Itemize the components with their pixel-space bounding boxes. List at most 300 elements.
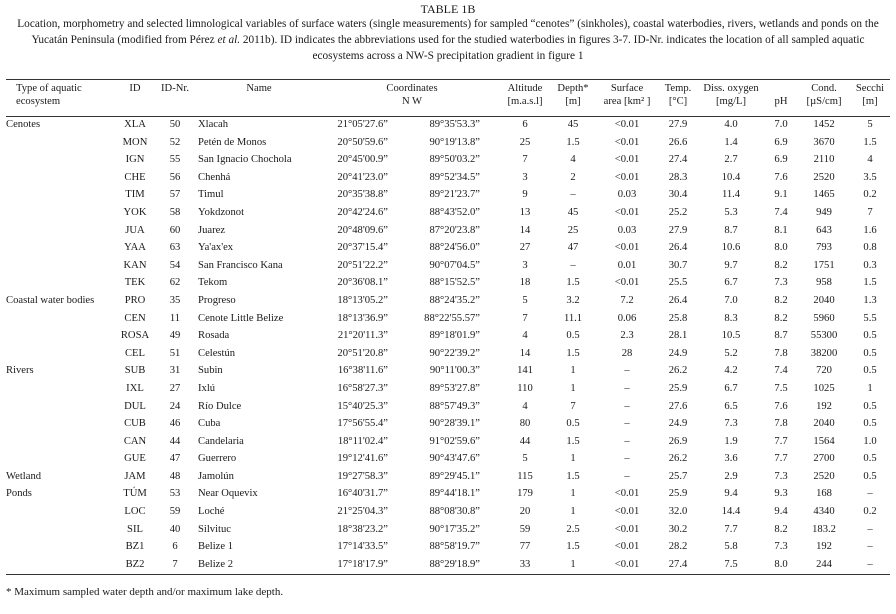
caption-italic: et al. (217, 34, 241, 46)
cell-secchi: 5.5 (863, 312, 877, 324)
cell-area: – (624, 365, 630, 377)
cell-temp: 30.2 (668, 523, 688, 535)
cell-idnr: 6 (172, 541, 178, 553)
cell-secchi: 0.2 (863, 189, 877, 201)
cell-ph: 7.3 (774, 277, 788, 289)
cell-secchi: 4 (867, 154, 873, 166)
cell-secchi: 0.5 (863, 418, 877, 430)
cell-depth: 7 (570, 400, 576, 412)
cell-name: Cenote Little Belize (198, 312, 284, 324)
cell-id: CAN (123, 435, 147, 447)
cell-longitude: 88°22'55.57” (424, 312, 481, 324)
cell-type (6, 257, 114, 275)
cell-type: Rivers (6, 365, 34, 377)
cell-secchi: 1.6 (863, 224, 877, 236)
cell-depth: 47 (567, 242, 579, 254)
cell-oxygen: 1.4 (724, 136, 738, 148)
table-row (6, 134, 890, 152)
cell-idnr: 44 (169, 435, 181, 447)
header-temp-label: Temp. (664, 83, 692, 94)
cell-name: Subin (198, 365, 223, 377)
cell-area: <0.01 (614, 506, 640, 518)
cell-id: TIM (125, 189, 145, 201)
cell-oxygen: 9.4 (724, 488, 738, 500)
cell-id: JAM (124, 470, 146, 482)
cell-temp: 26.2 (668, 453, 688, 465)
cell-altitude: 141 (517, 365, 533, 377)
header-ph-label: pH (774, 96, 788, 107)
cell-altitude: 7 (522, 312, 528, 324)
cell-ph: 8.2 (774, 523, 788, 535)
cell-type (6, 450, 114, 468)
header-area-unit: area [km² ] (603, 96, 651, 107)
cell-oxygen: 6.5 (724, 400, 738, 412)
header-cond-label: Cond. (811, 83, 837, 94)
cell-latitude: 20°51'20.8” (337, 347, 388, 359)
cell-longitude: 88°08'30.8” (429, 506, 481, 518)
cell-cond: 2520 (813, 171, 835, 183)
table-row (6, 257, 890, 275)
cell-id: CEN (124, 312, 146, 324)
footnote: * Maximum sampled water depth and/or maximum lake depth. (6, 586, 284, 598)
cell-ph: 8.0 (774, 558, 788, 570)
cell-oxygen: 9.7 (724, 259, 738, 271)
cell-latitude: 20°35'38.8” (337, 189, 388, 201)
cell-depth: 1 (570, 558, 576, 570)
cell-id: PRO (124, 294, 146, 306)
cell-depth: 1 (570, 453, 576, 465)
cell-temp: 30.4 (668, 189, 688, 201)
cell-area: – (624, 435, 630, 447)
cell-type (6, 239, 114, 257)
cell-altitude: 27 (519, 242, 531, 254)
cell-secchi: 0.5 (863, 347, 877, 359)
cell-longitude: 90°43'47.6” (429, 453, 481, 465)
cell-altitude: 59 (519, 523, 531, 535)
cell-ph: 6.9 (774, 154, 788, 166)
header-coordinates-sub: N W (401, 96, 423, 107)
header-secchi-unit: [m] (862, 96, 878, 107)
cell-id: KAN (123, 259, 147, 271)
cell-type (6, 380, 114, 398)
cell-altitude: 6 (522, 119, 528, 130)
cell-temp: 27.4 (668, 154, 688, 166)
cell-cond: 5960 (813, 312, 835, 324)
cell-id: CUB (124, 418, 146, 430)
header-altitude-label: Altitude (507, 83, 543, 94)
cell-longitude: 88°58'19.7” (429, 541, 481, 553)
table-row (6, 398, 890, 416)
table-row (6, 169, 890, 187)
cell-cond: 1751 (813, 259, 835, 271)
cell-cond: 1564 (813, 435, 835, 447)
cell-name: Petén de Monos (198, 136, 267, 148)
cell-area: 0.01 (617, 259, 637, 271)
cell-id: SUB (124, 365, 146, 377)
top-rule (6, 79, 890, 80)
cell-latitude: 20°36'08.1” (337, 277, 388, 289)
cell-longitude: 90°07'04.5” (429, 259, 481, 271)
cell-name: Jamolún (198, 470, 234, 482)
cell-altitude: 25 (519, 136, 531, 148)
table-body (6, 116, 890, 573)
cell-latitude: 16°40'31.7” (337, 488, 388, 500)
cell-area: 2.3 (620, 330, 634, 342)
cell-name: Xlacah (198, 119, 228, 130)
header-oxygen-unit: [mg/L] (716, 96, 747, 107)
table-row (6, 274, 890, 292)
cell-longitude: 88°43'52.0” (429, 206, 481, 218)
caption-text-1: Location, morphometry and selected limnological variables of surface waters (single measurements) for sampled “cenotes” (sinkholes), coastal waterbodies, rivers, wetlands and ponds on the Yucatán Peninsula (modified from Pérez (17, 18, 879, 46)
header-depth-unit: [m] (565, 96, 581, 107)
cell-oxygen: 2.7 (724, 154, 738, 166)
cell-idnr: 48 (169, 470, 181, 482)
cell-type (6, 151, 114, 169)
cell-cond: 244 (816, 558, 832, 570)
table-head (6, 82, 890, 116)
header-depth (550, 82, 596, 116)
cell-idnr: 27 (169, 382, 181, 394)
cell-idnr: 46 (169, 418, 181, 430)
cell-temp: 28.2 (668, 541, 688, 553)
cell-id: LOC (124, 506, 146, 518)
cell-area: <0.01 (614, 558, 640, 570)
cell-depth: – (570, 189, 576, 201)
cell-cond: 38200 (810, 347, 838, 359)
table-row (6, 116, 890, 134)
table-row (6, 151, 890, 169)
cell-depth: 1.5 (566, 136, 580, 148)
cell-idnr: 31 (169, 365, 181, 377)
cell-area: <0.01 (614, 154, 640, 166)
cell-secchi: 0.2 (863, 506, 877, 518)
header-cond-unit: [µS/cm] (806, 96, 842, 107)
cell-temp: 27.9 (668, 119, 688, 130)
cell-type (6, 521, 114, 539)
cell-secchi: – (867, 523, 873, 535)
cell-id: YOK (123, 206, 147, 218)
cell-oxygen: 4.0 (724, 119, 738, 130)
cell-latitude: 18°13'05.2” (337, 294, 388, 306)
table-caption (6, 16, 890, 64)
cell-id: BZ2 (125, 558, 145, 570)
cell-type (6, 345, 114, 363)
cell-longitude: 88°24'35.2” (429, 294, 481, 306)
header-idnr: ID-Nr. (161, 83, 189, 94)
cell-cond: 2110 (813, 154, 835, 166)
cell-longitude: 90°22'39.2” (429, 347, 481, 359)
cell-secchi: 7 (867, 206, 873, 218)
cell-type (6, 538, 114, 556)
cell-area: – (624, 453, 630, 465)
cell-longitude: 88°57'49.3” (429, 400, 481, 412)
cell-oxygen: 4.2 (724, 365, 738, 377)
cell-temp: 27.4 (668, 558, 688, 570)
cell-depth: 1.5 (566, 347, 580, 359)
cell-altitude: 20 (519, 506, 531, 518)
cell-latitude: 20°45'00.9” (337, 154, 388, 166)
header-type: Type of aquatic ecosystem (16, 83, 82, 107)
cell-depth: 45 (567, 206, 579, 218)
cell-cond: 720 (816, 365, 832, 377)
cell-cond: 2700 (813, 453, 835, 465)
header-oxygen (698, 82, 764, 116)
cell-altitude: 9 (522, 189, 528, 201)
cell-secchi: 1 (867, 382, 873, 394)
cell-depth: 1 (570, 506, 576, 518)
cell-name: Belize 2 (198, 558, 234, 570)
cell-area: <0.01 (614, 171, 640, 183)
table-row (6, 415, 890, 433)
cell-temp: 26.9 (668, 435, 688, 447)
cell-longitude: 89°44'18.1” (429, 488, 481, 500)
cell-ph: 7.0 (774, 119, 788, 130)
caption-text-2: 2011b). ID indicates the abbreviations used for the studied waterbodies in figures 3-7. ID-Nr. indicates the location of all sampled aquatic ecosystems across a NW-S precipitation gradient in figure 1 (240, 34, 865, 62)
cell-oxygen: 7.0 (724, 294, 738, 306)
cell-ph: 7.4 (774, 365, 788, 377)
cell-depth: 2 (570, 171, 576, 183)
header-oxygen-label: Diss. oxygen (703, 83, 759, 94)
table-row (6, 433, 890, 451)
cell-idnr: 51 (169, 347, 181, 359)
cell-secchi: 3.5 (863, 171, 877, 183)
cell-oxygen: 14.4 (721, 506, 741, 518)
cell-depth: 11.1 (563, 312, 583, 324)
cell-latitude: 20°50'59.6” (337, 136, 388, 148)
cell-area: – (624, 400, 630, 412)
cell-idnr: 59 (169, 506, 181, 518)
cell-cond: 1465 (813, 189, 835, 201)
cell-depth: 1.5 (566, 277, 580, 289)
cell-temp: 28.1 (668, 330, 688, 342)
cell-latitude: 16°38'11.6” (337, 365, 388, 377)
cell-ph: 8.0 (774, 242, 788, 254)
cell-ph: 7.3 (774, 541, 788, 553)
cell-latitude: 18°38'23.2” (337, 523, 388, 535)
cell-depth: 1.5 (566, 541, 580, 553)
cell-latitude: 20°42'24.6” (337, 206, 388, 218)
cell-area: <0.01 (614, 277, 640, 289)
cell-secchi: – (867, 488, 873, 500)
cell-oxygen: 8.7 (724, 224, 738, 236)
header-coordinates (324, 82, 500, 116)
cell-oxygen: 5.3 (724, 206, 738, 218)
cell-type (6, 169, 114, 187)
cell-ph: 7.4 (774, 206, 788, 218)
cell-name: Tekom (198, 277, 228, 289)
cell-temp: 28.3 (668, 171, 688, 183)
cell-cond: 4340 (813, 506, 835, 518)
cell-altitude: 4 (522, 400, 528, 412)
cell-idnr: 50 (169, 119, 181, 130)
header-row (6, 82, 890, 116)
cell-idnr: 47 (169, 453, 181, 465)
cell-oxygen: 7.7 (724, 523, 738, 535)
cell-idnr: 60 (169, 224, 181, 236)
header-temp-unit: [°C] (668, 96, 688, 107)
cell-temp: 27.9 (668, 224, 688, 236)
cell-longitude: 87°20'23.8” (429, 224, 481, 236)
cell-oxygen: 8.3 (724, 312, 738, 324)
cell-ph: 8.7 (774, 330, 788, 342)
cell-id: JUA (125, 224, 145, 236)
cell-oxygen: 6.7 (724, 382, 738, 394)
table-title: TABLE 1B (420, 2, 476, 16)
cell-longitude: 89°35'53.3” (429, 119, 481, 130)
cell-id: DUL (124, 400, 146, 412)
cell-longitude: 90°19'13.8” (429, 136, 481, 148)
cell-secchi: 0.5 (863, 330, 877, 342)
cell-id: IGN (125, 154, 145, 166)
cell-id: IXL (126, 382, 144, 394)
cell-cond: 183.2 (812, 523, 836, 535)
header-altitude-unit: [m.a.s.l] (507, 96, 543, 107)
cell-temp: 26.2 (668, 365, 688, 377)
cell-altitude: 77 (519, 541, 531, 553)
cell-ph: 8.2 (774, 312, 788, 324)
cell-ph: 8.2 (774, 259, 788, 271)
cell-latitude: 20°51'22.2” (337, 259, 388, 271)
cell-area: 28 (621, 347, 633, 359)
cell-ph: 6.9 (774, 136, 788, 148)
cell-latitude: 19°27'58.3” (337, 470, 388, 482)
cell-secchi: 1.5 (863, 277, 877, 289)
cell-depth: 3.2 (566, 294, 580, 306)
cell-latitude: 18°11'02.4” (337, 435, 388, 447)
cell-longitude: 89°50'03.2” (429, 154, 481, 166)
cell-name: Progreso (198, 294, 236, 306)
cell-id: YAA (124, 242, 146, 254)
cell-area: 0.03 (617, 224, 637, 236)
cell-temp: 32.0 (668, 506, 688, 518)
cell-name: Rosada (198, 330, 230, 342)
cell-ph: 9.4 (774, 506, 788, 518)
cell-idnr: 53 (169, 488, 181, 500)
cell-altitude: 14 (519, 224, 531, 236)
cell-longitude: 89°18'01.9” (429, 330, 481, 342)
cell-name: Silvituc (198, 523, 231, 535)
table-row (6, 503, 890, 521)
cell-altitude: 110 (517, 382, 533, 394)
cell-temp: 26.4 (668, 294, 688, 306)
cell-oxygen: 11.4 (721, 189, 741, 201)
cell-type (6, 222, 114, 240)
header-temp (658, 82, 698, 116)
cell-type: Coastal water bodies (6, 294, 95, 306)
cell-id: XLA (124, 119, 146, 130)
cell-depth: 1.5 (566, 470, 580, 482)
cell-depth: – (570, 259, 576, 271)
cell-cond: 2040 (813, 418, 835, 430)
cell-cond: 3670 (813, 136, 835, 148)
cell-name: Candelaria (198, 435, 244, 447)
cell-altitude: 5 (522, 294, 528, 306)
cell-latitude: 19°12'41.6” (337, 453, 388, 465)
cell-ph: 8.1 (774, 224, 788, 236)
cell-idnr: 24 (169, 400, 181, 412)
table-row (6, 362, 890, 380)
cell-temp: 25.8 (668, 312, 688, 324)
cell-type (6, 433, 114, 451)
header-secchi (850, 82, 890, 116)
cell-area: – (624, 470, 630, 482)
cell-depth: 1 (570, 365, 576, 377)
cell-idnr: 58 (169, 206, 181, 218)
cell-cond: 643 (816, 224, 832, 236)
cell-area: <0.01 (614, 136, 640, 148)
cell-depth: 2.5 (566, 523, 580, 535)
cell-secchi: 5 (867, 119, 873, 130)
cell-type: Wetland (6, 470, 42, 482)
cell-altitude: 18 (519, 277, 531, 289)
cell-type (6, 204, 114, 222)
cell-latitude: 21°05'27.6” (337, 119, 388, 130)
cell-id: CEL (124, 347, 145, 359)
cell-id: TÚM (123, 488, 147, 500)
cell-oxygen: 10.6 (721, 242, 741, 254)
table-row (6, 222, 890, 240)
cell-ph: 9.3 (774, 488, 788, 500)
cell-area: <0.01 (614, 488, 640, 500)
cell-area: <0.01 (614, 523, 640, 535)
cell-secchi: 0.8 (863, 242, 877, 254)
cell-latitude: 17°56'55.4” (337, 418, 388, 430)
table-row (6, 239, 890, 257)
cell-name: Juarez (198, 224, 226, 236)
cell-altitude: 115 (517, 470, 533, 482)
cell-idnr: 62 (169, 277, 181, 289)
cell-depth: 45 (567, 119, 579, 130)
cell-longitude: 88°24'56.0” (429, 242, 481, 254)
cell-altitude: 44 (519, 435, 531, 447)
header-secchi-label: Secchi (855, 83, 885, 94)
bottom-rule (6, 574, 890, 575)
cell-idnr: 55 (169, 154, 181, 166)
cell-cond: 1452 (813, 119, 835, 130)
table-row (6, 327, 890, 345)
cell-idnr: 35 (169, 294, 181, 306)
cell-longitude: 89°29'45.1” (429, 470, 481, 482)
cell-area: <0.01 (614, 541, 640, 553)
cell-latitude: 20°48'09.6” (337, 224, 388, 236)
cell-name: Celestún (198, 347, 236, 359)
cell-type (6, 274, 114, 292)
cell-secchi: 1.3 (863, 294, 877, 306)
cell-temp: 25.9 (668, 488, 688, 500)
cell-area: <0.01 (614, 119, 640, 130)
cell-name: Belize 1 (198, 541, 234, 553)
table-row (6, 310, 890, 328)
cell-type (6, 398, 114, 416)
cell-cond: 958 (816, 277, 832, 289)
cell-type (6, 503, 114, 521)
cell-idnr: 40 (169, 523, 181, 535)
cell-type (6, 415, 114, 433)
cell-temp: 27.6 (668, 400, 688, 412)
cell-latitude: 20°41'23.0” (337, 171, 388, 183)
header-area-label: Surface (610, 83, 644, 94)
cell-longitude: 89°21'23.7” (429, 189, 481, 201)
table-row (6, 450, 890, 468)
table-row (6, 538, 890, 556)
cell-cond: 1025 (813, 382, 835, 394)
table-row (6, 380, 890, 398)
cell-name: Yokdzonot (198, 206, 245, 218)
cell-id: TEK (124, 277, 146, 289)
cell-cond: 168 (816, 488, 832, 500)
cell-latitude: 20°37'15.4” (337, 242, 388, 254)
cell-depth: 4 (570, 154, 576, 166)
